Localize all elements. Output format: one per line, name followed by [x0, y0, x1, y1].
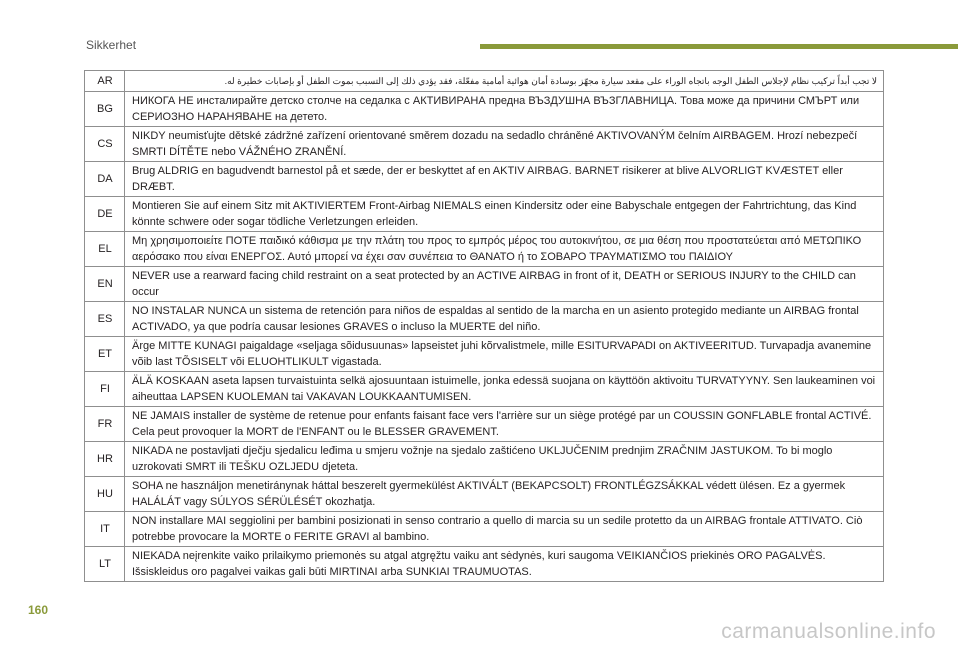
warning-text: NIEKADA neįrenkite vaiko prilaikymo priemonės su atgal atgręžtu vaiku ant sėdynės, kuri saugoma VEIKIANČIOS priekinės ORO PAGALVĖS. Išsiskleidus oro pagalvei vaikas gali būti MIRTINAI arba SUNKIAI TRAUMUOTAS. [125, 547, 884, 582]
language-code: BG [85, 92, 125, 127]
warning-text: NO INSTALAR NUNCA un sistema de retención para niños de espaldas al sentido de la marcha en un asiento protegido mediante un AIRBAG frontal ACTIVADO, ya que podría causar lesiones GRAVES o incluso la MUERTE del niño. [125, 302, 884, 337]
warning-text: NEVER use a rearward facing child restraint on a seat protected by an ACTIVE AIRBAG in front of it, DEATH or SERIOUS INJURY to the CHILD can occur [125, 267, 884, 302]
warning-text: ÄLÄ KOSKAAN aseta lapsen turvaistuinta selkä ajosuuntaan istuimelle, jonka edessä suojana on käyttöön aktivoitu TURVATYYNY. Sen laukeaminen voi aiheuttaa LAPSEN KUOLEMAN tai VAKAVAN LOUKKAANTUMISEN. [125, 372, 884, 407]
language-code: HU [85, 477, 125, 512]
warning-row-it [85, 512, 884, 547]
language-code: IT [85, 512, 125, 547]
warning-text: НИКОГА НЕ инсталирайте детско столче на седалка с АКТИВИРАНА предна ВЪЗДУШНА ВЪЗГЛАВНИЦА. Това може да причини СМЪРТ или СЕРИОЗНО НАРАНЯВАНЕ на детето. [125, 92, 884, 127]
warning-row-hr [85, 442, 884, 477]
warning-row-de [85, 197, 884, 232]
warning-row-hu [85, 477, 884, 512]
language-code: LT [85, 547, 125, 582]
warning-row-da [85, 162, 884, 197]
warning-row-es [85, 302, 884, 337]
language-code: DE [85, 197, 125, 232]
page-section-title: Sikkerhet [86, 38, 137, 52]
language-code: EN [85, 267, 125, 302]
language-code: FI [85, 372, 125, 407]
warning-text: NON installare MAI seggiolini per bambini posizionati in senso contrario a quello di marcia su un sedile protetto da un AIRBAG frontale ATTIVATO. Ciò potrebbe provocare la MORTE o FERITE GRAVI al bambino. [125, 512, 884, 547]
warning-row-ar [85, 71, 884, 92]
language-code: CS [85, 127, 125, 162]
warning-text: NE JAMAIS installer de système de retenue pour enfants faisant face vers l'arrière sur un siège protégé par un COUSSIN GONFLABLE frontal ACTIVÉ. Cela peut provoquer la MORT de l'ENFANT ou le BLESSER GRAVEMENT. [125, 407, 884, 442]
warning-text: Ärge MITTE KUNAGI paigaldage «seljaga sõidusuunas» lapseistet juhi kõrvalistmele, mille ESITURVAPADI on AKTIVEERITUD. Turvapadja avanemine võib last TÕSISELT või ELUOHTLIKULT vigastada. [125, 337, 884, 372]
language-code: ET [85, 337, 125, 372]
language-code: AR [85, 71, 125, 92]
language-code: HR [85, 442, 125, 477]
language-code: FR [85, 407, 125, 442]
warning-row-en [85, 267, 884, 302]
language-code: ES [85, 302, 125, 337]
warning-row-bg [85, 92, 884, 127]
warning-text: SOHA ne használjon menetiránynak háttal beszerelt gyermekülést AKTIVÁLT (BEKAPCSOLT) FRONTLÉGZSÁKKAL védett ülésen. Ez a gyermek HALÁLÁT vagy SÚLYOS SÉRÜLÉSÉT okozhatja. [125, 477, 884, 512]
warning-text: لا تجب أبداً تركيب نظام لإجلاس الطفل الوجه باتجاه الوراء على مقعد سيارة مجهّز بوسادة أمان هوائية أمامية مفعّلة، فقد يؤدي ذلك إلى التسبب بموت الطفل أو بإصابات خطيرة له. [125, 71, 884, 92]
header-accent-bar [480, 44, 958, 49]
warning-row-fr [85, 407, 884, 442]
warning-text: Brug ALDRIG en bagudvendt barnestol på et sæde, der er beskyttet af en AKTIV AIRBAG. BARNET risikerer at blive ALVORLIGT KVÆSTET eller DRÆBT. [125, 162, 884, 197]
watermark-text: carmanualsonline.info [721, 620, 936, 643]
page-number: 160 [28, 603, 49, 617]
warning-text: NIKADA ne postavljati dječju sjedalicu leđima u smjeru vožnje na sjedalo zaštićeno UKLJUČENIM prednjim ZRAČNIM JASTUKOM. To bi moglo uzrokovati SMRT ili TEŠKU OZLJEDU djeteta. [125, 442, 884, 477]
warning-text: NIKDY neumisťujte dětské zádržné zařízení orientované směrem dozadu na sedadlo chráněné AKTIVOVANÝM čelním AIRBAGEM. Hrozí nebezpečí SMRTI DÍTĚTE nebo VÁŽNÉHO ZRANĚNÍ. [125, 127, 884, 162]
language-code: DA [85, 162, 125, 197]
warning-row-fi [85, 372, 884, 407]
warning-text: Μη χρησιμοποιείτε ΠΟΤΕ παιδικό κάθισμα με την πλάτη του προς το εμπρός μέρος του αυτοκινήτου, σε μια θέση που προστατεύεται από ΜΕΤΩΠΙΚΟ αερόσακο που είναι ΕΝΕΡΓΟΣ. Αυτό μπορεί να έχει σαν συνέπεια το ΘΑΝΑΤΟ ή το ΣΟΒΑΡΟ ΤΡΑΥΜΑΤΙΣΜΟ του ΠΑΙΔΙΟΥ [125, 232, 884, 267]
warning-row-lt [85, 547, 884, 582]
warning-row-cs [85, 127, 884, 162]
airbag-warning-table [84, 70, 884, 582]
warning-text: Montieren Sie auf einem Sitz mit AKTIVIERTEM Front-Airbag NIEMALS einen Kindersitz oder eine Babyschale entgegen der Fahrtrichtung, das Kind könnte schwere oder sogar tödliche Verletzungen erleiden. [125, 197, 884, 232]
language-code: EL [85, 232, 125, 267]
warning-row-el [85, 232, 884, 267]
warning-row-et [85, 337, 884, 372]
